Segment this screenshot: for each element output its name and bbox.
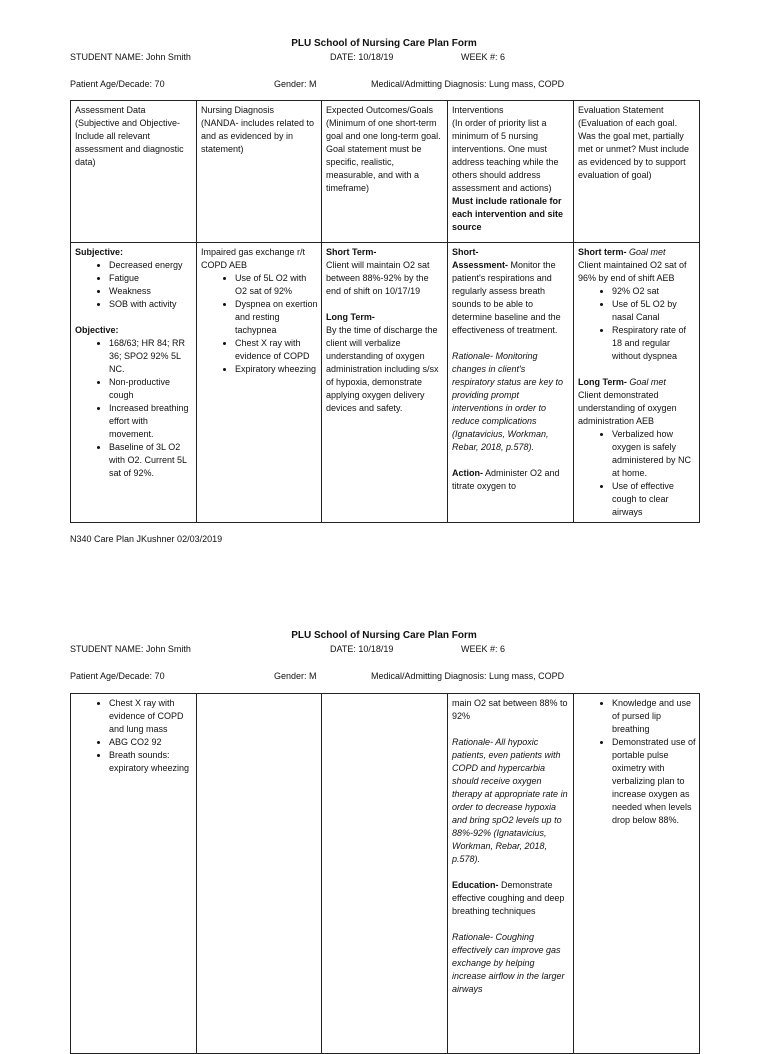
list-item: • Demonstrated use of portable pulse oximetry with verbalizing plan to increase oxygen as needed when levels drop below 88%. [612,736,696,827]
goal-status: Goal met [629,377,666,387]
footer-note: N340 Care Plan JKushner 02/03/2019 [70,534,223,544]
long-term-eval-list [578,428,696,519]
patient-age: Patient Age/Decade: 70 [70,79,165,89]
evaluation-cell [574,694,700,1054]
diagnosis-text: Impaired gas exchange r/t COPD AEB [201,247,306,270]
col-goals-header [322,101,448,243]
col-title: Evaluation Statement [578,105,664,115]
education-label: Education- [452,880,499,890]
rationale: Rationale- All hypoxic patients, even patients with COPD and hypercarbia should receive oxygen therapy at appropriate rate in order to decrease hypoxia and bring spO2 levels up to 88%-92% (Ignatavicius, Workman, Rebar, 2018, p.578). [452,737,568,864]
col-note: Must include rationale for each intervention and site source [452,196,564,232]
col-interventions-header [448,101,574,243]
long-term-label: Long Term- [578,377,627,387]
list-item: • Chest X ray with evidence of COPD and lung mass [109,697,193,736]
subjective-list [75,259,193,311]
goal-status: Goal met [629,247,666,257]
list-item: • Increased breathing effort with movement. [109,402,193,441]
short-term-goal: Client will maintain O2 sat between 88%-92% by the end of shift on 10/17/19 [326,260,430,296]
long-term-eval-heading [578,376,696,389]
date: DATE: 10/18/19 [330,52,394,62]
assessment-text: Monitor the patient's respirations and regularly assess breath sounds to be able to determine baseline and the effectiveness of treatment. [452,260,561,335]
action-continued: main O2 sat between 88% to 92% [452,698,568,721]
assessment-cell [71,694,197,1054]
col-diagnosis-header [197,101,322,243]
list-item: • Weakness [109,285,193,298]
list-item: • Use of 5L O2 with O2 sat of 92% [235,272,318,298]
week-number: WEEK #: 6 [461,52,506,62]
short-term-eval-text: Client maintained O2 sat of 96% by end of shift AEB [578,260,687,283]
long-term-label: Long Term- [326,312,375,322]
col-desc: (NANDA- includes related to and as evidenced by in statement) [201,118,315,154]
list-item: • 92% O2 sat [612,285,696,298]
action-label: Action- [452,468,483,478]
list-item: • Breath sounds: expiratory wheezing [109,749,193,775]
form-title: PLU School of Nursing Care Plan Form [291,630,477,641]
diagnosis-cell [197,694,322,1054]
diagnosis-list [201,272,318,376]
evaluation-list [578,697,696,827]
header-row [71,101,700,243]
action-intervention [452,467,570,493]
subjective-label: Subjective: [75,247,124,257]
goals-cell [322,243,448,523]
week-number: WEEK #: 6 [461,644,506,654]
care-plan-table-continued [70,693,700,1054]
list-item: • Respiratory rate of 18 and regular without dyspnea [612,324,696,363]
list-item: • Non-productive cough [109,376,193,402]
student-name: STUDENT NAME: John Smith [70,644,191,654]
patient-age: Patient Age/Decade: 70 [70,671,165,681]
col-title: Interventions [452,105,504,115]
list-item: • Use of effective cough to clear airways [612,480,696,519]
objective-label: Objective: [75,325,119,335]
list-item: • Dyspnea on exertion and resting tachypnea [235,298,318,337]
action-text: Administer O2 and titrate oxygen to [452,468,560,491]
col-title: Assessment Data [75,105,146,115]
student-name: STUDENT NAME: John Smith [70,52,191,62]
rationale: Rationale- Monitoring changes in client's respiratory status are key to providing prompt interventions in order to reduce complications (Ignatavicius, Workman, Rebar, 2018, p.578). [452,351,564,452]
assessment-list [75,697,193,775]
list-item: • Baseline of 3L O2 with O2. Current 5L sat of 92%. [109,441,193,480]
education-text: Demonstrate effective coughing and deep breathing techniques [452,880,565,916]
col-assessment-header [71,101,197,243]
education-intervention [452,879,570,918]
list-item: • Fatigue [109,272,193,285]
assessment-intervention [452,259,570,337]
col-desc: (Minimum of one short-term goal and one long-term goal. Goal statement must be specific, realistic, measurable, and with a timeframe) [326,118,441,193]
gender: Gender: M [274,79,317,89]
list-item: • 168/63; HR 84; RR 36; SPO2 92% 5L NC. [109,337,193,376]
list-item: • Use of 5L O2 by nasal Canal [612,298,696,324]
col-desc: (Subjective and Objective- Include all relevant assessment and diagnostic data) [75,118,184,167]
evaluation-cell [574,243,700,523]
short-term-eval-list [578,285,696,363]
col-title: Nursing Diagnosis [201,105,275,115]
date: DATE: 10/18/19 [330,644,394,654]
interventions-cell [448,243,574,523]
long-term-goal: By the time of discharge the client will verbalize understanding of oxygen administration including s/sx of hypoxia, demonstrate applying oxygen delivery devices and safety. [326,325,439,413]
list-item: • SOB with activity [109,298,193,311]
content-row [71,243,700,523]
col-title: Expected Outcomes/Goals [326,105,434,115]
gender: Gender: M [274,671,317,681]
content-row [71,694,700,1054]
list-item: • Decreased energy [109,259,193,272]
list-item: • Chest X ray with evidence of COPD [235,337,318,363]
assessment-cell [71,243,197,523]
short-term-label: Short term- [578,247,627,257]
list-item: • Knowledge and use of pursed lip breathing [612,697,696,736]
interventions-cell [448,694,574,1054]
col-desc: (In order of priority list a minimum of 5 nursing interventions. One must address teaching while the others should address assessment and actions) [452,118,559,193]
long-term-eval-text: Client demonstrated understanding of oxygen administration AEB [578,390,677,426]
objective-list [75,337,193,480]
goals-cell [322,694,448,1054]
assessment-label: Assessment- [452,260,509,270]
diagnosis-cell [197,243,322,523]
short-term-eval-heading [578,246,696,259]
admitting-diagnosis: Medical/Admitting Diagnosis: Lung mass, COPD [371,79,565,89]
col-evaluation-header [574,101,700,243]
list-item: • ABG CO2 92 [109,736,193,749]
list-item: • Expiratory wheezing [235,363,318,376]
short-label: Short- [452,247,479,257]
care-plan-table [70,100,700,523]
short-term-label: Short Term- [326,247,377,257]
list-item: • Verbalized how oxygen is safely administered by NC at home. [612,428,696,480]
form-title: PLU School of Nursing Care Plan Form [291,38,477,49]
rationale: Rationale- Coughing effectively can improve gas exchange by helping increase airflow in the larger airways [452,932,565,994]
admitting-diagnosis: Medical/Admitting Diagnosis: Lung mass, COPD [371,671,565,681]
col-desc: (Evaluation of each goal. Was the goal met, partially met or unmet? Must include as evidenced by to support evaluation of goal) [578,118,690,180]
